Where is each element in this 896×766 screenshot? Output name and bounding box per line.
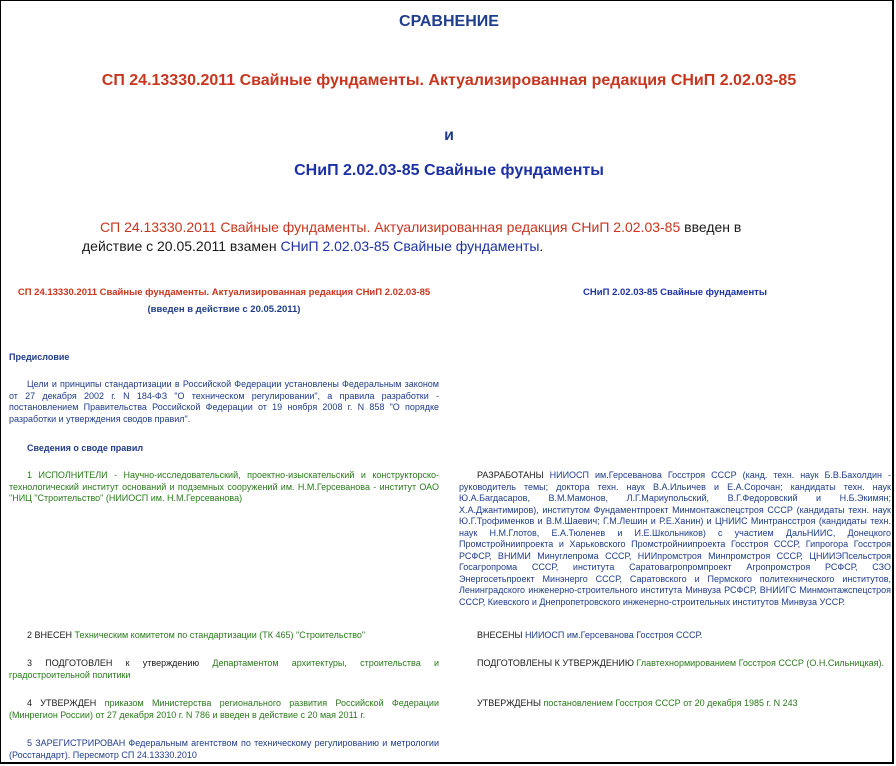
left-column-header xyxy=(11,285,437,317)
row3-left xyxy=(9,658,439,681)
old-document-link[interactable]: СНиП 2.02.03-85 Свайные фундаменты xyxy=(280,238,540,254)
approved-old-link[interactable]: постановлением Госстроя СССР от 20 декабря 1985 г. N 243 xyxy=(543,698,798,708)
left-column-subtitle: (введен в действие с 20.05.2011) xyxy=(147,304,301,315)
left-column-title: СП 24.13330.2011 Свайные фундаменты. Актуализированная редакция СНиП 2.02.03-85 xyxy=(17,287,431,298)
new-document-title: СП 24.13330.2011 Свайные фундаменты. Актуализированная редакция СНиП 2.02.03-85 xyxy=(101,72,797,89)
row2-left xyxy=(9,630,439,642)
prepared-old-label: ПОДГОТОВЛЕНЫ К УТВЕРЖДЕНИЮ xyxy=(477,658,637,668)
approved-link[interactable]: приказом Министерства регионального развития Российской Федерации (Минрегион России) от 27 декабря 2010 г. N 786 и введен в действие с 20 мая 2011 г. xyxy=(9,698,439,720)
approved-label: 4 УТВЕРЖДЕН xyxy=(27,698,105,708)
row2-right xyxy=(459,630,891,642)
submitted-label: 2 ВНЕСЕН xyxy=(27,630,75,640)
row4-right xyxy=(459,698,891,710)
preface-heading: Предисловие xyxy=(9,352,70,362)
row4-left xyxy=(9,698,439,721)
conjunction-text: и xyxy=(444,127,454,144)
row3-right xyxy=(459,658,891,670)
row5-left xyxy=(9,738,439,761)
executors-text: 1 ИСПОЛНИТЕЛИ - Научно-исследовательский, проектно-изыскательский и конструкторско-технологический институт оснований и подземных сооружений им. Н.М.Герсеванова - институт ОАО "НИЦ "Строительство" (НИИОСП им. Н.М.Герсеванова) xyxy=(9,470,439,503)
intro-end-text: . xyxy=(539,238,544,254)
rules-heading-text: Сведения о своде правил xyxy=(27,443,144,453)
old-document-title: СНиП 2.02.03-85 Свайные фундаменты xyxy=(294,162,604,179)
right-column-title: СНиП 2.02.03-85 Свайные фундаменты xyxy=(583,287,767,298)
preface-paragraph xyxy=(9,379,439,425)
prepared-old-link[interactable]: Главтехнормированием Госстроя СССР (О.Н.Сильницкая). xyxy=(636,658,884,668)
preface-text: Цели и принципы стандартизации в Российской Федерации установлены Федеральным законом от 27 декабря 2002 г. N 184-ФЗ "О техническом регулировании", а правила разработки - постановлением Правительства Российской Федерации от 19 ноября 2008 г. N 858 "О порядке разработки и утверждения сводов правил". xyxy=(9,379,439,424)
intro-middle-text: введен в действие с 20.05.2011 взамен xyxy=(82,219,742,254)
rules-heading xyxy=(9,443,439,455)
submitted-old-label: ВНЕСЕНЫ xyxy=(477,630,525,640)
developed-label: РАЗРАБОТАНЫ xyxy=(477,470,550,480)
registered-text: 5 ЗАРЕГИСТРИРОВАН Федеральным агентством по техническому регулированию и метрологии (Росстандарт). Пересмотр СП 24.13330.2010 xyxy=(9,738,439,760)
row1-left xyxy=(9,470,439,505)
prepared-label: 3 ПОДГОТОВЛЕН к утверждению xyxy=(27,658,213,668)
submitted-old-text: НИИОСП им.Герсеванова Госстроя СССР. xyxy=(524,630,703,640)
submitted-link[interactable]: Техническим комитетом по стандартизации (ТК 465) "Строительство" xyxy=(74,630,366,640)
prepared-link[interactable]: Департаментом архитектуры, строительства и градостроительной политики xyxy=(9,658,439,680)
new-document-link[interactable]: СП 24.13330.2011 Свайные фундаменты. Актуализированная редакция СНиП 2.02.03-85 xyxy=(100,219,681,235)
row1-right xyxy=(459,470,891,608)
approved-old-label: УТВЕРЖДЕНЫ xyxy=(477,698,544,708)
page-title: СРАВНЕНИЕ xyxy=(399,13,499,30)
intro-paragraph xyxy=(82,218,802,256)
developed-text: НИИОСП им.Герсеванова Госстроя СССР (канд. техн. наук Б.В.Бахолдин - руководитель темы; доктора техн. наук В.А.Ильичев и Е.А.Сорочан; кандидаты техн. наук Ю.А.Багдасаров, В.М.Мамонов, Л.Г.Мариупольский, В.Г.Федоровский и Н.Б.Экимян; Х.А.Джантимиров), институтом Фундаментпроект Минмонтажспецстроя СССР (кандидаты техн. наук Ю.Г.Трофименков и В.М.Шаевич; Г.М.Лешин и Р.Е.Ханин) и ЦНИИС Минтрансстроя (кандидаты техн. наук Н.М.Глотов, Е.А.Тюленев и И.Е.Школьников) с участием ДальНИИС, Донецкого Промстройниипроекта и Харьковского Промстройниипроекта Госстроя СССР, Гипрогора Госстроя РСФСР, ВНИМИ Минуглепрома СССР, НИИпромстроя Минпромстроя СССР, ЦНИИЭПсельстроя Госагропрома СССР, института Саратовагропромпроект Агропромстроя РСФСР, СЗО Энергосетьпроект Минэнерго СССР, Саратовского и Пермского политехнического институтов, Ленинградского инженерно-строительного института Минвуза РСФСР, ВНИИГС Минмонтажспецстроя СССР, Киевского и Днепропетровского инженерно-строительных институтов Минвуза УССР. xyxy=(459,470,891,607)
